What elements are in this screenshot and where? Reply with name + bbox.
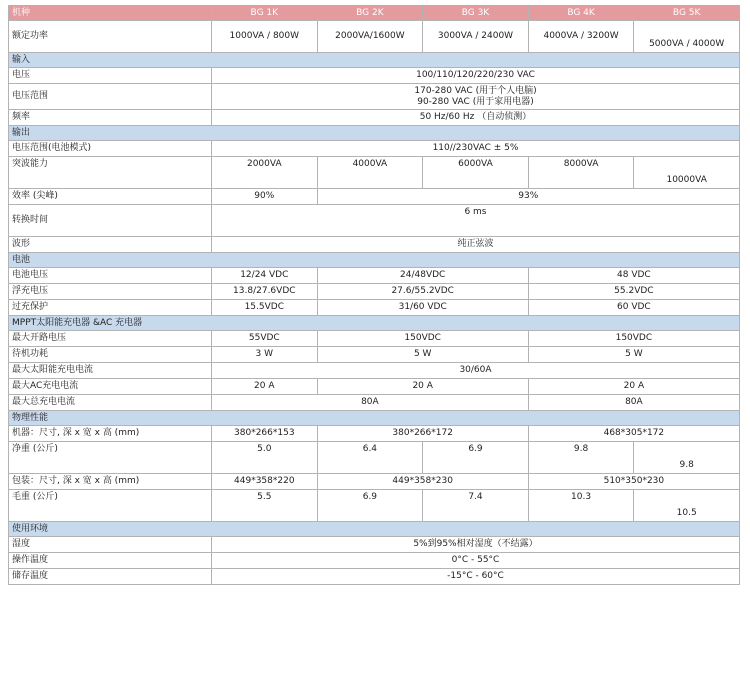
model-bg2k: BG 2K [317,6,423,21]
section-title: 电池 [9,253,740,268]
row-value: 6 ms [212,205,740,237]
row-value: 110//230VAC ± 5% [212,141,740,157]
section-title: 使用环境 [9,522,740,537]
physical-pack-row [9,474,740,490]
physical-value: 380*266*153 [212,426,318,442]
charger-value: 150VDC [528,331,739,347]
section-title: MPPT太阳能充电器 &AC 充电器 [9,316,740,331]
row-value: 100/110/120/220/230 VAC [212,68,740,84]
charger-value: 80A [212,395,529,411]
charger-ac-row [9,379,740,395]
eff-value: 90% [212,189,318,205]
rated-power-value: 3000VA / 2400W [423,21,529,53]
surge-value: 6000VA [423,157,529,189]
physical-value: 380*266*172 [317,426,528,442]
model-bg4k: BG 4K [528,6,634,21]
net-weight: 9.8 [528,442,634,474]
env-op-row [9,553,740,569]
section-title: 输入 [9,53,740,68]
battery-value: 27.6/55.2VDC [317,284,528,300]
row-label: 电压范围 [9,84,212,110]
physical-value: 449*358*230 [317,474,528,490]
row-label: 电压范围(电池模式) [9,141,212,157]
gross-weight: 10.5 [634,490,740,522]
gross-weight: 6.9 [317,490,423,522]
row-label: 操作温度 [9,553,212,569]
section-output [9,126,740,141]
net-weight: 9.8 [634,442,740,474]
model-bg3k: BG 3K [423,6,529,21]
row-label: 湿度 [9,537,212,553]
battery-value: 24/48VDC [317,268,528,284]
section-title: 物理性能 [9,411,740,426]
net-weight: 5.0 [212,442,318,474]
rated-power-label: 额定功率 [9,21,212,53]
charger-value: 5 W [317,347,528,363]
rated-power-row [9,21,740,53]
row-label: 最大太阳能充电电流 [9,363,212,379]
row-label: 储存温度 [9,569,212,585]
row-label: 待机功耗 [9,347,212,363]
surge-value: 10000VA [634,157,740,189]
surge-value: 2000VA [212,157,318,189]
section-charger [9,316,740,331]
env-storage-row [9,569,740,585]
physical-dim-row [9,426,740,442]
charger-value: 80A [528,395,739,411]
rated-power-value: 4000VA / 3200W [528,21,634,53]
rated-power-value: 2000VA/1600W [317,21,423,53]
gross-weight: 10.3 [528,490,634,522]
charger-value: 55VDC [212,331,318,347]
spec-table [8,5,740,585]
input-freq-row [9,110,740,126]
input-voltage-row [9,68,740,84]
charger-value: 20 A [212,379,318,395]
battery-value: 13.8/27.6VDC [212,284,318,300]
section-environment [9,522,740,537]
net-weight: 6.9 [423,442,529,474]
battery-value: 55.2VDC [528,284,739,300]
row-label: 机器：尺寸, 深 x 宽 x 高 (mm) [9,426,212,442]
row-value: 30/60A [212,363,740,379]
battery-value: 48 VDC [528,268,739,284]
eff-value: 93% [317,189,739,205]
row-label: 最大开路电压 [9,331,212,347]
battery-value: 60 VDC [528,300,739,316]
physical-gross-row [9,490,740,522]
row-label: 最大总充电电流 [9,395,212,411]
row-label: 净重 (公斤) [9,442,212,474]
row-value: -15°C - 60°C [212,569,740,585]
battery-float-row [9,284,740,300]
row-label: 包装：尺寸, 深 x 宽 x 高 (mm) [9,474,212,490]
row-label: 转换时间 [9,205,212,237]
row-label: 毛重 (公斤) [9,490,212,522]
output-range-row [9,141,740,157]
rated-power-value: 1000VA / 800W [212,21,318,53]
row-label: 效率 (尖峰) [9,189,212,205]
range-line-2: 90-280 VAC (用于家用电器) [417,96,534,107]
row-value: 0°C - 55°C [212,553,740,569]
physical-value: 510*350*230 [528,474,739,490]
charger-value: 3 W [212,347,318,363]
rated-power-value: 5000VA / 4000W [634,21,740,53]
row-value [212,84,740,110]
charger-value: 150VDC [317,331,528,347]
row-label: 电压 [9,68,212,84]
header-row [9,6,740,21]
section-title: 输出 [9,126,740,141]
physical-net-row [9,442,740,474]
battery-value: 31/60 VDC [317,300,528,316]
net-weight: 6.4 [317,442,423,474]
charger-value: 20 A [317,379,528,395]
gross-weight: 7.4 [423,490,529,522]
range-line-1: 170-280 VAC (用于个人电脑) [414,85,537,96]
row-label: 波形 [9,237,212,253]
env-humidity-row [9,537,740,553]
surge-value: 4000VA [317,157,423,189]
charger-value: 5 W [528,347,739,363]
output-eff-row [9,189,740,205]
input-range-row [9,84,740,110]
section-input [9,53,740,68]
output-wave-row [9,237,740,253]
model-bg5k: BG 5K [634,6,740,21]
charger-value: 20 A [528,379,739,395]
physical-value: 468*305*172 [528,426,739,442]
model-bg1k: BG 1K [212,6,318,21]
section-physical [9,411,740,426]
model-label: 机种 [9,6,212,21]
output-transfer-row [9,205,740,237]
row-label: 最大AC充电电流 [9,379,212,395]
surge-value: 8000VA [528,157,634,189]
charger-solar-row [9,363,740,379]
row-label: 浮充电压 [9,284,212,300]
row-label: 过充保护 [9,300,212,316]
row-label: 频率 [9,110,212,126]
battery-value: 15.5VDC [212,300,318,316]
physical-value: 449*358*220 [212,474,318,490]
charger-voc-row [9,331,740,347]
section-battery [9,253,740,268]
row-label: 突波能力 [9,157,212,189]
battery-voltage-row [9,268,740,284]
output-surge-row [9,157,740,189]
spec-table-container [8,5,739,585]
row-label: 电池电压 [9,268,212,284]
battery-over-row [9,300,740,316]
row-value: 5%到95%相对湿度（不结露） [212,537,740,553]
battery-value: 12/24 VDC [212,268,318,284]
row-value: 纯正弦波 [212,237,740,253]
charger-total-row [9,395,740,411]
gross-weight: 5.5 [212,490,318,522]
row-value: 50 Hz/60 Hz （自动侦测） [212,110,740,126]
charger-standby-row [9,347,740,363]
